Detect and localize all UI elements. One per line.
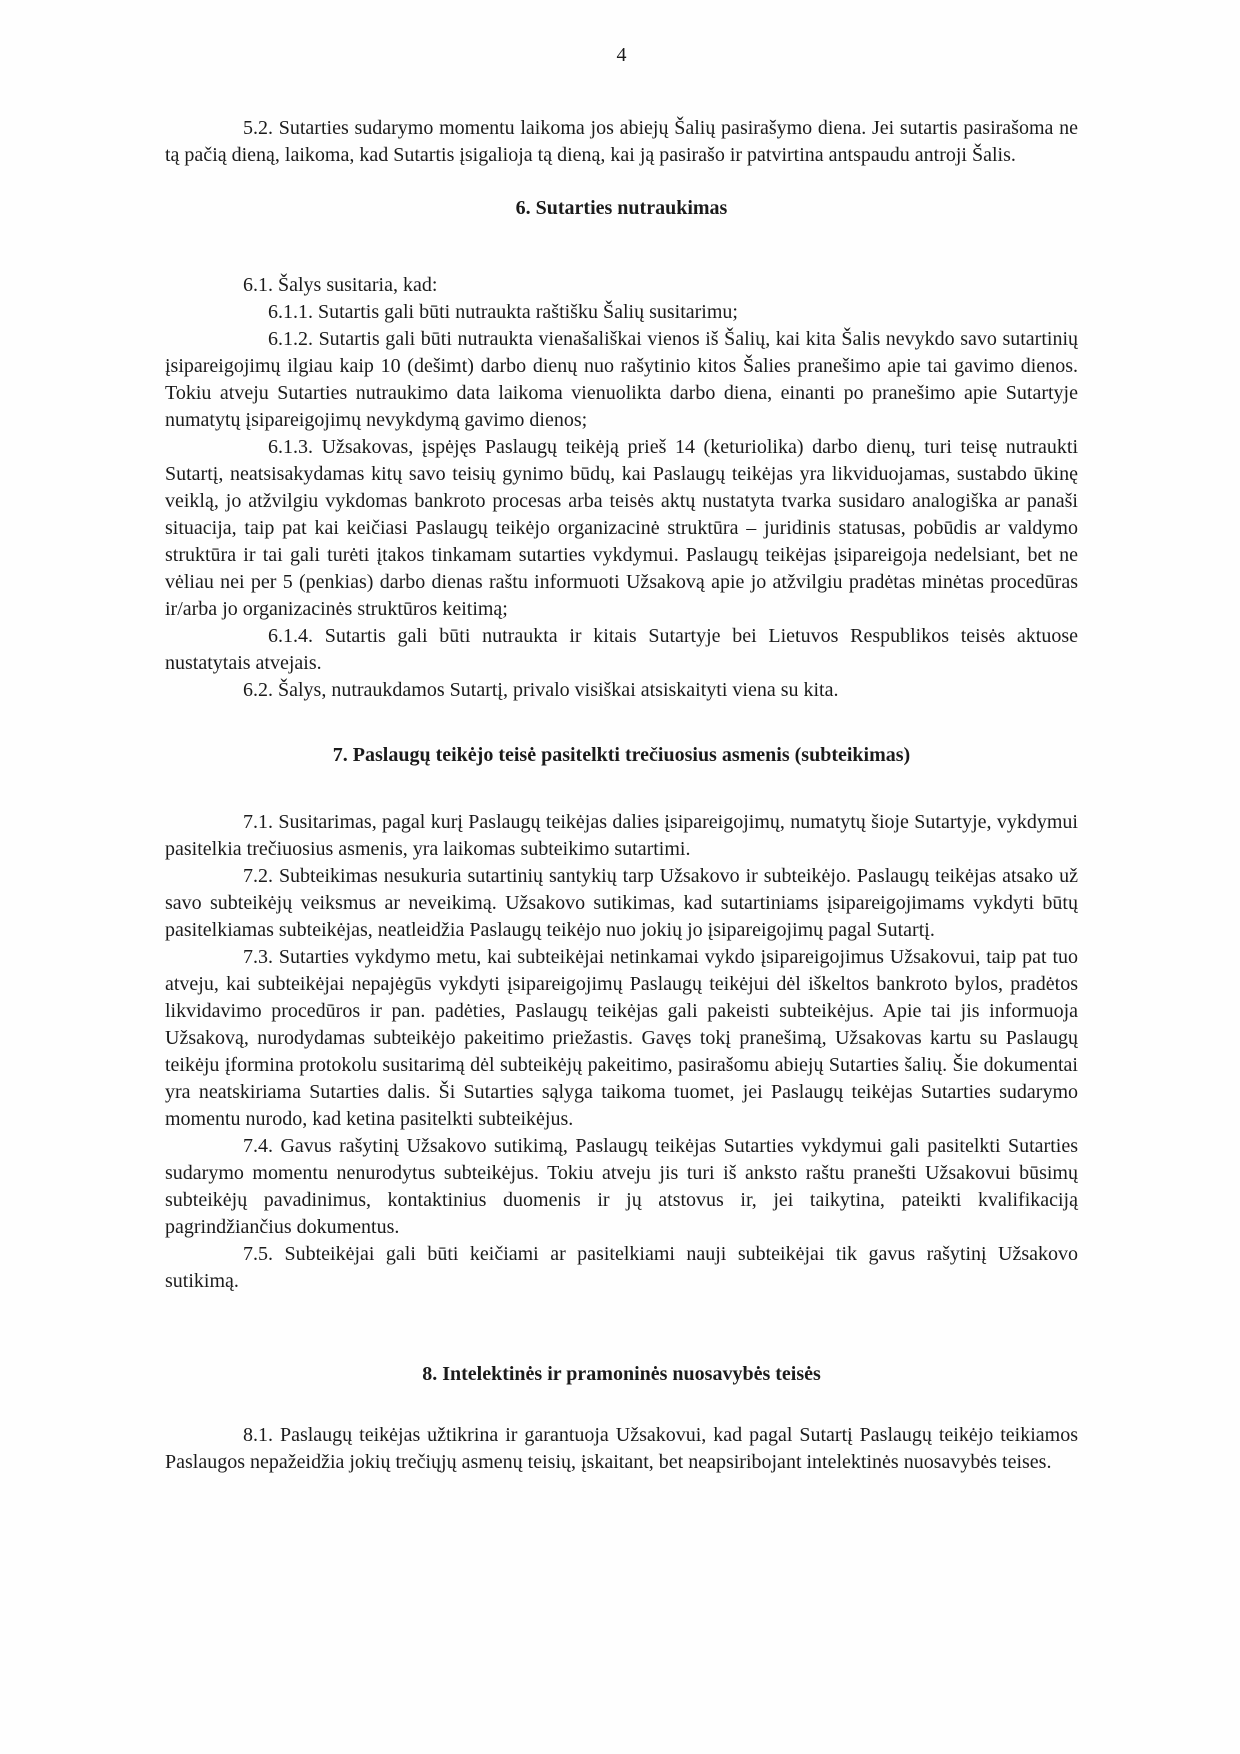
page-number: 4 [616, 44, 627, 66]
section-6-heading: 6. Sutarties nutraukimas [515, 197, 728, 219]
clause-6-1: 6.1. Šalys susitaria, kad: [243, 274, 438, 296]
clause-6-1-3: 6.1.3. Užsakovas, įspėjęs Paslaugų teikėją prieš 14 (keturiolika) darbo dienų, turi teisę nutraukti Sutartį, neatsisakydamas kitų savo teisių gynimo būdų, kai Paslaugų teikėjas yra likviduojamas, sustabdo ūkinę veiklą, jo atžvilgiu vykdomas bankroto procesas arba teisės aktų nustatyta tvarka susidaro analogiška ar panaši situacija, taip pat kai keičiasi Paslaugų teikėjo organizacinė struktūra – juridinis statusas, pobūdis ar valdymo struktūra ir tai gali turėti įtakos tinkamam sutarties vykdymui. Paslaugų teikėjas įsipareigoja nedelsiant, bet ne vėliau nei per 5 (penkias) darbo dienas raštu informuoti Užsakovą apie jo atžvilgiu pradėtas minėtas procedūras ir/arba jo organizacinės struktūros keitimą; [165, 436, 1078, 620]
clause-6-1-2: 6.1.2. Sutartis gali būti nutraukta vienašališkai vienos iš Šalių, kai kita Šalis nevykdo savo sutartinių įsipareigojimų ilgiau kaip 10 (dešimt) darbo dienų nuo rašytinio kitos Šalies pranešimo apie tai gavimo dienos. Tokiu atveju Sutarties nutraukimo data laikoma vienuolikta darbo diena, einanti po pranešimo apie Sutartyje numatytų įsipareigojimų nevykdymą gavimo dienos; [165, 328, 1078, 431]
clause-6-2: 6.2. Šalys, nutraukdamos Sutartį, privalo visiškai atsiskaityti viena su kita. [243, 679, 839, 701]
clause-7-5: 7.5. Subteikėjai gali būti keičiami ar pasitelkiami nauji subteikėjai tik gavus rašytinį Užsakovo sutikimą. [165, 1243, 1078, 1292]
clause-8-1: 8.1. Paslaugų teikėjas užtikrina ir garantuoja Užsakovui, kad pagal Sutartį Paslaugų teikėjo teikiamos Paslaugos nepažeidžia jokių trečiųjų asmenų teisių, įskaitant, bet neapsiribojant intelektinės nuosavybės teises. [165, 1424, 1078, 1473]
clause-7-4: 7.4. Gavus rašytinį Užsakovo sutikimą, Paslaugų teikėjas Sutarties vykdymui gali pasitelkti Sutarties sudarymo momentu nenurodytus subteikėjus. Tokiu atveju jis turi iš anksto raštu pranešti Užsakovui būsimų subteikėjų pavadinimus, kontaktinius duomenis ir jų atstovus ir, jei taikytina, pateikti kvalifikaciją pagrindžiančius dokumentus. [165, 1135, 1078, 1238]
clause-7-3: 7.3. Sutarties vykdymo metu, kai subteikėjai netinkamai vykdo įsipareigojimus Užsakovui, taip pat tuo atveju, kai subteikėjai nepajėgūs vykdyti įsipareigojimų Paslaugų teikėjui dėl iškeltos bankroto bylos, pradėtos likvidavimo procedūros ir pan. padėties, Paslaugų teikėjas gali pakeisti subteikėjus. Apie tai jis informuoja Užsakovą, nurodydamas subteikėjo pakeitimo priežastis. Gavęs tokį pranešimą, Užsakovas kartu su Paslaugų teikėju įformina protokolu susitarimą dėl subteikėjų pakeitimo, pasirašomu abiejų Sutarties šalių. Šie dokumentai yra neatskiriama Sutarties dalis. Ši Sutarties sąlyga taikoma tuomet, jei Paslaugų teikėjas Sutarties sudarymo momentu nurodo, kad ketina pasitelkti subteikėjus. [165, 946, 1078, 1130]
section-7-heading: 7. Paslaugų teikėjo teisė pasitelkti trečiuosius asmenis (subteikimas) [332, 744, 911, 766]
clause-7-1: 7.1. Susitarimas, pagal kurį Paslaugų teikėjas dalies įsipareigojimų, numatytų šioje Sutartyje, vykdymui pasitelkia trečiuosius asmenis, yra laikomas subteikimo sutartimi. [165, 811, 1078, 860]
clause-6-1-4: 6.1.4. Sutartis gali būti nutraukta ir kitais Sutartyje bei Lietuvos Respublikos teisės aktuose nustatytais atvejais. [165, 625, 1078, 674]
section-8-heading: 8. Intelektinės ir pramoninės nuosavybės teisės [422, 1363, 821, 1385]
clause-7-2: 7.2. Subteikimas nesukuria sutartinių santykių tarp Užsakovo ir subteikėjo. Paslaugų teikėjas atsako už savo subteikėjų veiksmus ar neveikimą. Užsakovo sutikimas, kad sutartiniams įsipareigojimams vykdyti būtų pasitelkiamas subteikėjas, neatleidžia Paslaugų teikėjo nuo jokių jo įsipareigojimų pagal Sutartį. [165, 865, 1078, 941]
clause-6-1-1: 6.1.1. Sutartis gali būti nutraukta raštišku Šalių susitarimu; [268, 301, 738, 323]
clause-5-2: 5.2. Sutarties sudarymo momentu laikoma jos abiejų Šalių pasirašymo diena. Jei sutartis pasirašoma ne tą pačią dieną, laikoma, kad Sutartis įsigalioja tą dieną, kai ją pasirašo ir patvirtina antspaudu antroji Šalis. [165, 117, 1078, 166]
